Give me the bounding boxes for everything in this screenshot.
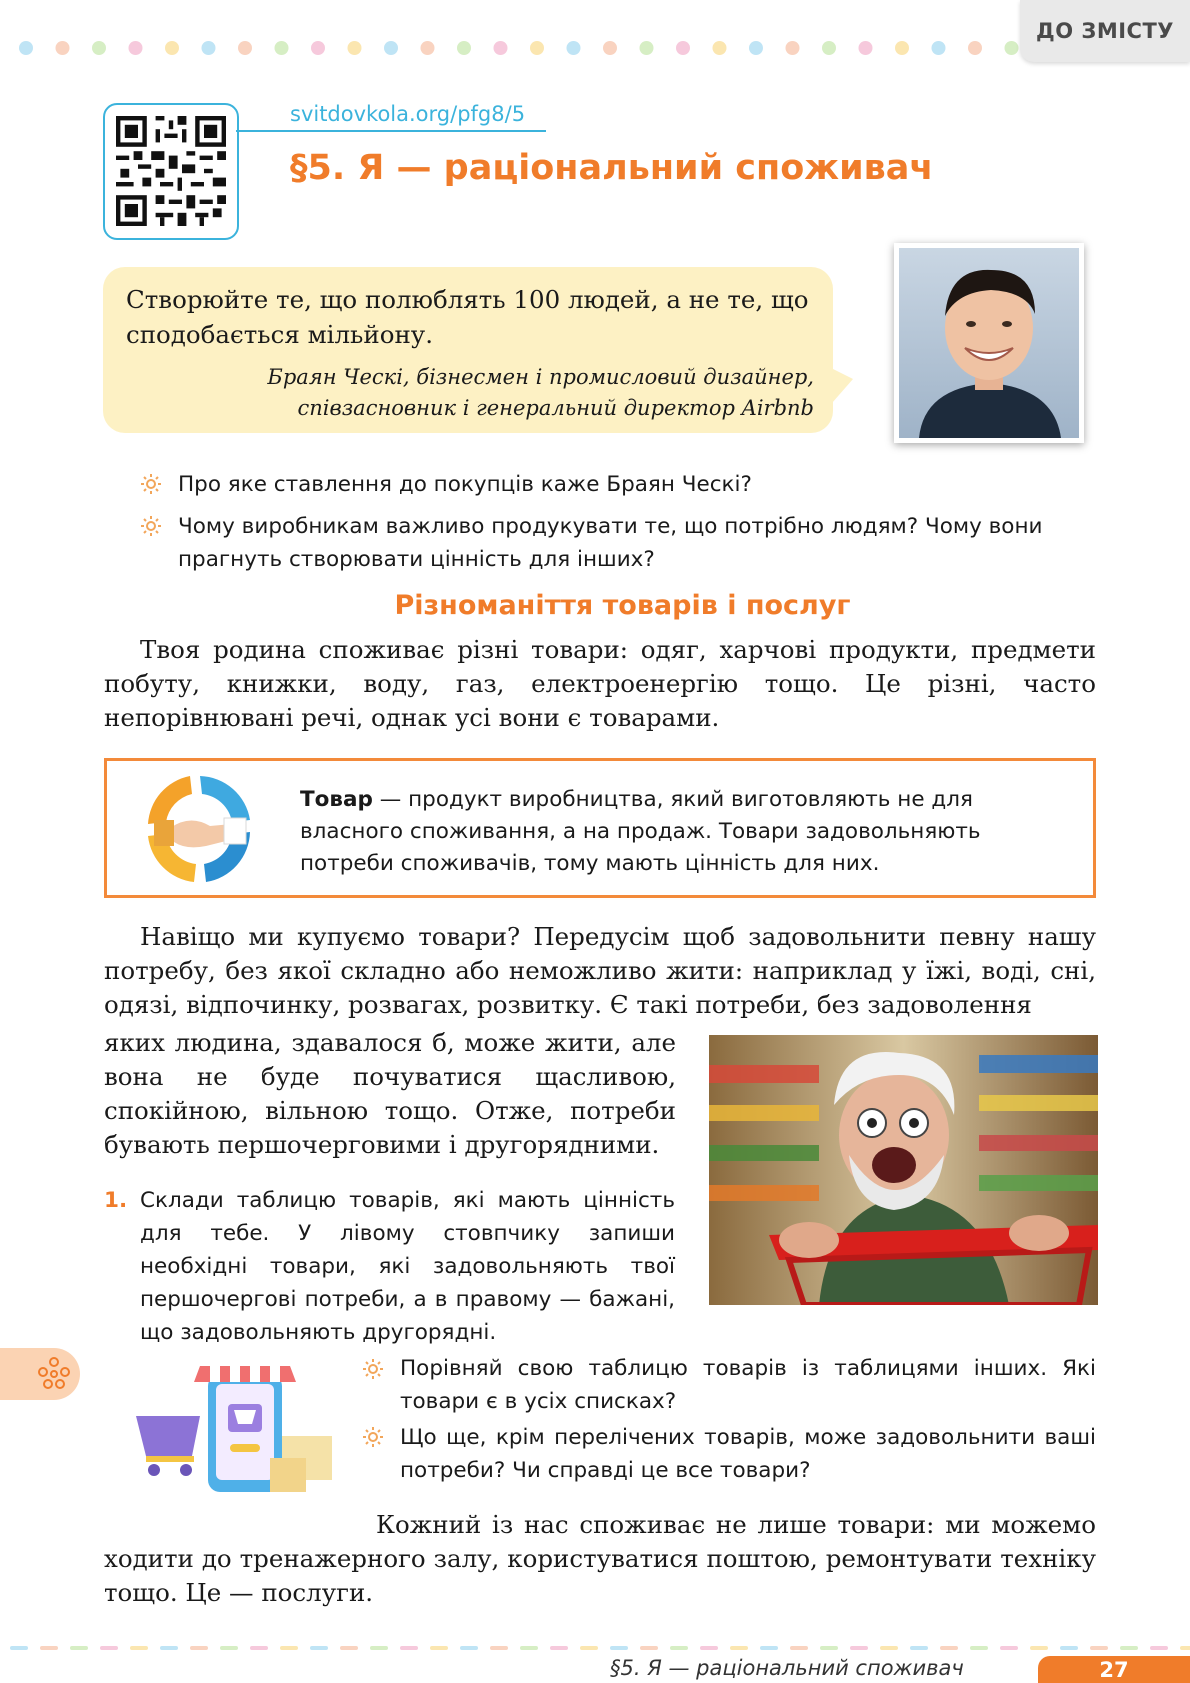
section-heading: Різноманіття товарів і послуг — [394, 590, 851, 621]
top-dot — [749, 41, 763, 55]
top-dot — [822, 41, 836, 55]
top-dot — [348, 41, 362, 55]
qr-code-icon — [116, 116, 226, 226]
quote-author — [200, 362, 814, 424]
group-work-marker — [0, 1348, 80, 1400]
top-dot — [19, 41, 33, 55]
top-dot — [129, 41, 143, 55]
footer-dash — [460, 1646, 478, 1650]
paragraph-services: Кожний із нас споживає не лише товари: ми можемо ходити до тренажерного залу, користуватися поштою, ремонтувати техніку тощо. Це — послуги. — [104, 1510, 1096, 1607]
footer-dash — [1150, 1646, 1168, 1650]
footer-dash-divider — [10, 1645, 1190, 1651]
footer-dash — [490, 1646, 508, 1650]
shopping-cart-phone-icon — [130, 1360, 340, 1500]
footer-dash — [1000, 1646, 1018, 1650]
footer-dash — [760, 1646, 778, 1650]
footer-dash — [40, 1646, 58, 1650]
top-dot — [421, 41, 435, 55]
handshake-icon — [140, 770, 260, 888]
top-dot — [494, 41, 508, 55]
footer-dash — [250, 1646, 268, 1650]
footer-dash — [790, 1646, 808, 1650]
quote-author-line1: Браян Ческі, бізнесмен і промисловий дизайнер, — [267, 365, 814, 389]
page-number: 27 — [1038, 1656, 1190, 1683]
qr-code-frame[interactable] — [103, 103, 239, 240]
footer-dash — [400, 1646, 418, 1650]
footer-dash — [640, 1646, 658, 1650]
footer-dash — [370, 1646, 388, 1650]
quote-text: Створюйте те, що полюблять 100 людей, а не те, що сподобається мільйону. — [126, 285, 809, 349]
footer-dash — [190, 1646, 208, 1650]
question-bullet-4 — [362, 1426, 384, 1452]
footer-dash — [1120, 1646, 1138, 1650]
footer-dash — [970, 1646, 988, 1650]
top-dot — [932, 41, 946, 55]
top-dot-divider — [18, 40, 1028, 56]
top-dot — [56, 41, 70, 55]
footer-running-title: §5. Я — раціональний споживач — [610, 1656, 964, 1680]
paragraph-needs-wrap: яких людина, здавалося б, може жити, але вона не буде почуватися щасливою, спокійною, вільною тощо. Отже, потреби бувають першочерговими і другорядними. — [104, 1028, 676, 1159]
task-number: 1. — [104, 1188, 128, 1213]
top-dot — [859, 41, 873, 55]
definition-text — [300, 784, 1070, 880]
footer-dash — [100, 1646, 118, 1650]
top-dot — [567, 41, 581, 55]
top-dot — [786, 41, 800, 55]
sun-bullet-icon — [140, 515, 162, 537]
definition-term: Товар — [300, 787, 373, 812]
top-dot — [165, 41, 179, 55]
footer-dash — [880, 1646, 898, 1650]
footer-dash — [1180, 1646, 1190, 1650]
footer-dash — [940, 1646, 958, 1650]
top-dot — [530, 41, 544, 55]
footer-dash — [550, 1646, 568, 1650]
footer-dash — [850, 1646, 868, 1650]
footer-dash — [130, 1646, 148, 1650]
footer-dash — [580, 1646, 598, 1650]
sun-bullet-icon — [140, 473, 162, 495]
question-bullet-2 — [140, 515, 162, 541]
shopper-photo — [709, 1035, 1098, 1305]
group-icon — [34, 1354, 74, 1394]
top-dot — [603, 41, 617, 55]
footer-dash — [10, 1646, 28, 1650]
footer-dash — [280, 1646, 298, 1650]
page-title: §5. Я — раціональний споживач — [290, 148, 934, 188]
top-dot — [238, 41, 252, 55]
top-dot — [713, 41, 727, 55]
footer-dash — [1090, 1646, 1108, 1650]
footer-dash — [160, 1646, 178, 1650]
footer-dash — [670, 1646, 688, 1650]
paragraph-needs-full: Навіщо ми купуємо товари? Передусім щоб задовольнити певну нашу потребу, без якої складно або неможливо жити: наприклад у їжі, воді, сні, одязі, відпочинку, розвагах, розвитку. Є такі потреби, без задоволення — [104, 922, 1096, 1019]
paragraph-goods: Твоя родина споживає різні товари: одяг, харчові продукти, предмети побуту, книжки, воду, газ, електроенергію тощо. Це різні, часто непорівнювані речі, однак усі вони є товарами. — [104, 635, 1096, 732]
footer-dash — [730, 1646, 748, 1650]
top-dot — [311, 41, 325, 55]
question-text-2: Чому виробникам важливо продукувати те, що потрібно людям? Чому вони прагнуть створювати цінність для інших? — [178, 514, 1043, 572]
footer-dash — [700, 1646, 718, 1650]
question-bullet-1 — [140, 473, 162, 499]
qr-link-line — [236, 130, 546, 132]
portrait-photo — [894, 243, 1084, 443]
top-dot — [92, 41, 106, 55]
portrait-image — [899, 248, 1079, 438]
top-dot — [1005, 41, 1019, 55]
top-dot — [676, 41, 690, 55]
definition-body: — продукт виробництва, який виготовляють не для власного споживання, а на продаж. Товари задовольняють потреби споживачів, тому мають цінність для них. — [300, 787, 981, 876]
footer-dash — [340, 1646, 358, 1650]
top-dot — [202, 41, 216, 55]
top-dot — [968, 41, 982, 55]
sun-bullet-icon — [362, 1358, 384, 1380]
footer-dash — [820, 1646, 838, 1650]
footer-dash — [430, 1646, 448, 1650]
top-dot — [640, 41, 654, 55]
footer-dash — [610, 1646, 628, 1650]
top-dot — [457, 41, 471, 55]
footer-dash — [520, 1646, 538, 1650]
footer-dash — [70, 1646, 88, 1650]
footer-dash — [310, 1646, 328, 1650]
footer-dash — [220, 1646, 238, 1650]
question-bullet-3 — [362, 1358, 384, 1384]
top-dot — [895, 41, 909, 55]
quote-author-line2: співзасновник і генеральний директор Airbnb — [297, 396, 814, 420]
question-text-1: Про яке ставлення до покупців каже Браян Ческі? — [178, 472, 752, 497]
sun-bullet-icon — [362, 1426, 384, 1448]
quote-bubble-tail — [825, 365, 853, 411]
shopper-image — [709, 1035, 1098, 1305]
question-text-3: Порівняй свою таблицю товарів із таблицями інших. Які товари є в усіх списках? — [400, 1356, 1096, 1414]
footer-dash — [910, 1646, 928, 1650]
footer-dash — [1060, 1646, 1078, 1650]
top-dot — [384, 41, 398, 55]
question-text-4: Що ще, крім перелічених товарів, може задовольнити ваші потреби? Чи справді це все товари? — [400, 1425, 1096, 1483]
footer-dash — [1030, 1646, 1048, 1650]
toc-button[interactable]: ДО ЗМІСТУ — [1020, 0, 1190, 62]
task-text: Склади таблицю товарів, які мають цінність для тебе. У лівому стовпчику запиши необхідні товари, які задовольняють твої першочергові потреби, а в правому — бажані, що задовольняють другорядні. — [140, 1188, 675, 1345]
top-dot — [275, 41, 289, 55]
qr-url-link[interactable]: svitdovkola.org/pfg8/5 — [290, 102, 526, 126]
